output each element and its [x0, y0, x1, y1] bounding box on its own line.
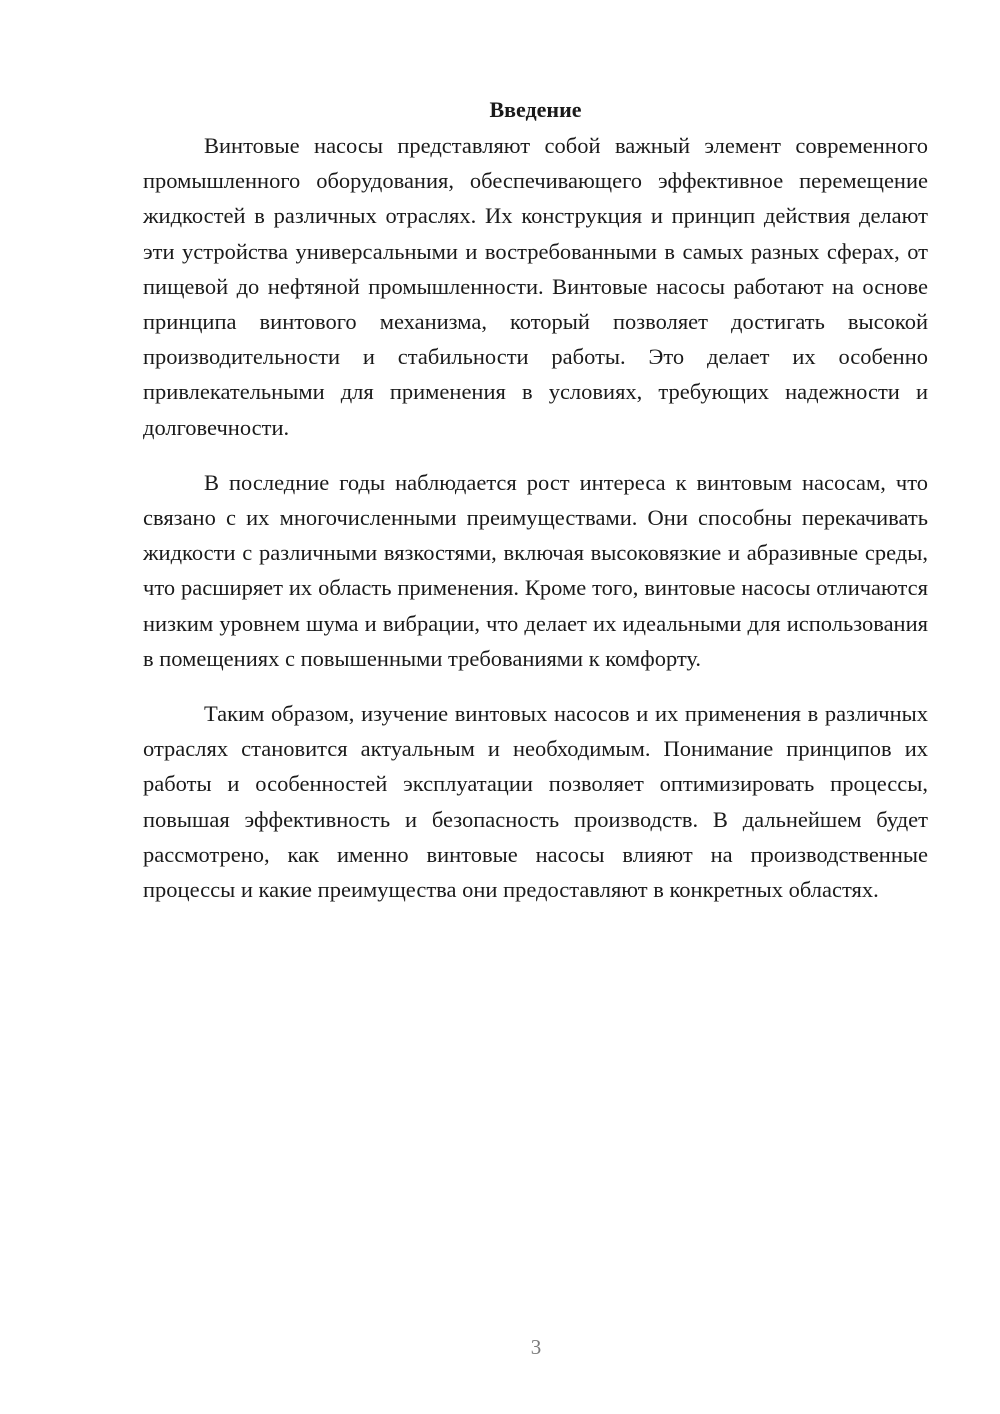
- section-title: Введение: [489, 97, 582, 122]
- page-number: 3: [530, 1335, 542, 1359]
- paragraph-1: Винтовые насосы представляют собой важный элемент современного промышленного оборудования, обеспечивающего эффективное перемещение жидкостей в различных отраслях. Их конструкция и принцип действия делают эти устройства универсальными и востребованными в самых разных сферах, от пищевой до нефтяной промышленности. Винтовые насосы работают на основе принципа винтового механизма, который позволяет достигать высокой производительности и стабильности работы. Это делает их особенно привлекательными для применения в условиях, требующих надежности и долговечности.: [143, 133, 928, 440]
- page-content: [143, 92, 928, 907]
- paragraph-3: Таким образом, изучение винтовых насосов и их применения в различных отраслях становится актуальным и необходимым. Понимание принципов их работы и особенностей эксплуатации позволяет оптимизировать процессы, повышая эффективность и безопасность производств. В дальнейшем будет рассмотрено, как именно винтовые насосы влияют на производственные процессы и какие преимущества они предоставляют в конкретных областях.: [143, 701, 928, 903]
- paragraph-2: В последние годы наблюдается рост интереса к винтовым насосам, что связано с их многочисленными преимуществами. Они способны перекачивать жидкости с различными вязкостями, включая высоковязкие и абразивные среды, что расширяет их область применения. Кроме того, винтовые насосы отличаются низким уровнем шума и вибрации, что делает их идеальными для использования в помещениях с повышенными требованиями к комфорту.: [143, 469, 928, 671]
